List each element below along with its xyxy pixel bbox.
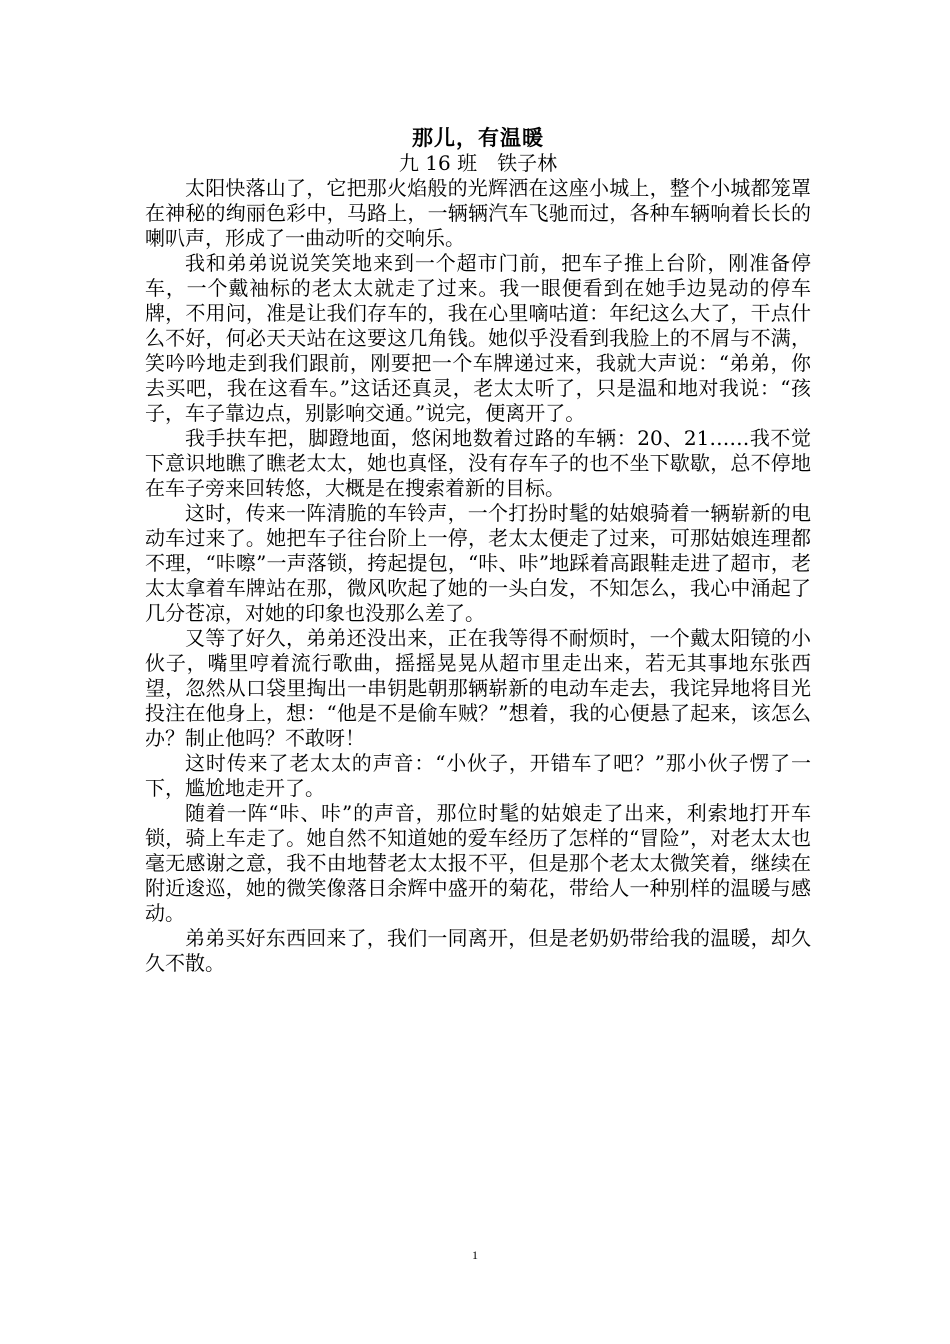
paragraph-4: 这时，传来一阵清脆的车铃声，一个打扮时髦的姑娘骑着一辆崭新的电动车过来了。她把车子往台阶上一停，老太太便走了过来，可那姑娘连理都不理，“咔嚓”一声落锁，挎起提包，“咔、咔”地踩着高跟鞋走进了超市，老太太拿着车牌站在那，微风吹起了她的一头白发，不知怎么，我心中涌起了几分苍凉，对她的印象也没那么差了。 [145, 501, 811, 625]
paragraph-8: 弟弟买好东西回来了，我们一同离开，但是老奶奶带给我的温暖，却久久不散。 [145, 926, 811, 975]
paragraph-7: 随着一阵“咔、咔”的声音，那位时髦的姑娘走了出来，利索地打开车锁，骑上车走了。她自然不知道她的爱车经历了怎样的“冒险”，对老太太也毫无感谢之意，我不由地替老太太报不平，但是那个老太太微笑着，继续在附近逡巡，她的微笑像落日余辉中盛开的菊花，带给人一种别样的温暖与感动。 [145, 801, 811, 925]
document-body [145, 125, 811, 976]
paragraph-2: 我和弟弟说说笑笑地来到一个超市门前，把车子推上台阶，刚准备停车，一个戴袖标的老太太就走了过来。我一眼便看到在她手边晃动的停车牌，不用问，准是让我们存车的，我在心里嘀咕道：年纪这么大了，干点什么不好，何必天天站在这要这几角钱。她似乎没看到我脸上的不屑与不满，笑吟吟地走到我们跟前，刚要把一个车牌递过来，我就大声说：“弟弟，你去买吧，我在这看车。”这话还真灵，老太太听了，只是温和地对我说：“孩子，车子靠边点，别影响交通。”说完，便离开了。 [145, 251, 811, 425]
paragraph-1: 太阳快落山了，它把那火焰般的光辉洒在这座小城上，整个小城都笼罩在神秘的绚丽色彩中，马路上，一辆辆汽车飞驰而过，各种车辆响着长长的喇叭声，形成了一曲动听的交响乐。 [145, 176, 811, 250]
paragraph-6: 这时传来了老太太的声音：“小伙子，开错车了吧？”那小伙子愣了一下，尴尬地走开了。 [145, 751, 811, 800]
paragraph-3: 我手扶车把，脚蹬地面，悠闲地数着过路的车辆：20、21……我不觉下意识地瞧了瞧老太太，她也真怪，没有存车子的也不坐下歇歇，总不停地在车子旁来回转悠，大概是在搜索着新的目标。 [145, 426, 811, 500]
author-byline: 九 16 班 铁子林 [398, 151, 558, 175]
document-title: 那儿，有温暖 [412, 125, 544, 150]
page-number: 1 [472, 1248, 478, 1262]
paragraph-5: 又等了好久，弟弟还没出来，正在我等得不耐烦时，一个戴太阳镜的小伙子，嘴里哼着流行歌曲，摇摇晃晃从超市里走出来，若无其事地东张西望，忽然从口袋里掏出一串钥匙朝那辆崭新的电动车走去，我诧异地将目光投注在他身上，想：“他是不是偷车贼？”想着，我的心便悬了起来，该怎么办？制止他吗？不敢呀！ [145, 626, 811, 750]
